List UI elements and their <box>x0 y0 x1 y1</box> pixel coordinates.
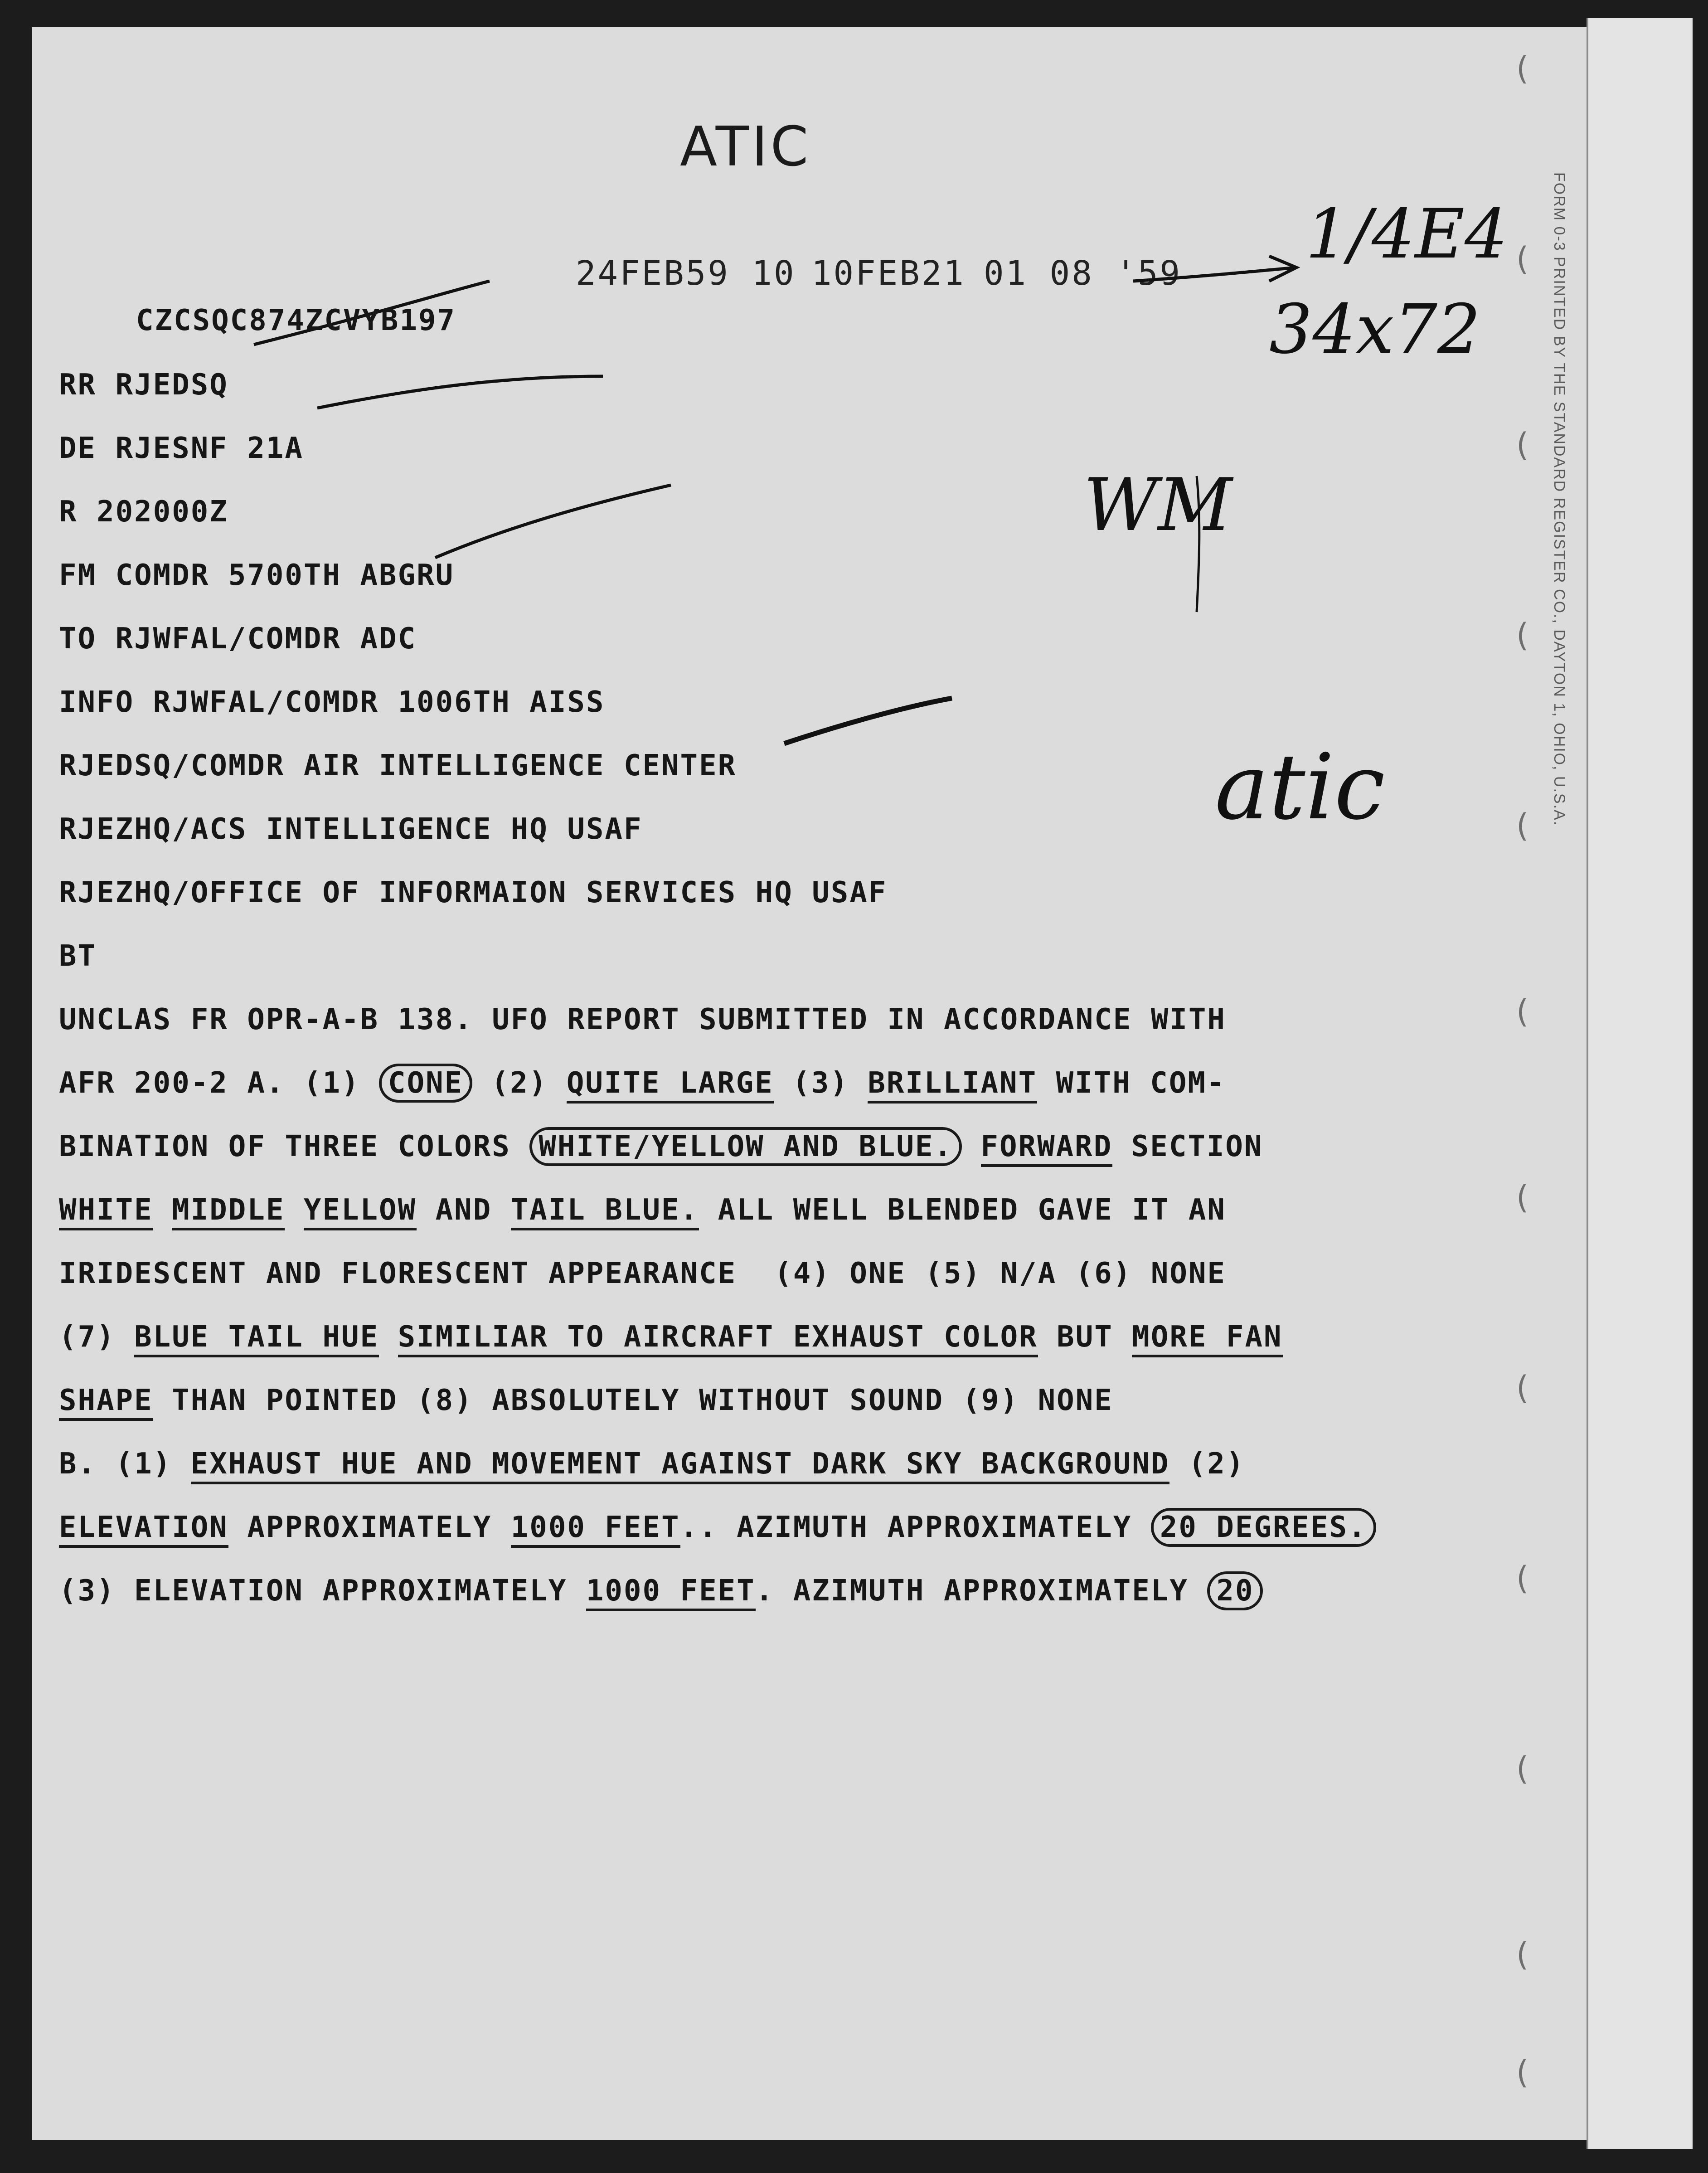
routing-line: R 202000Z <box>59 495 228 529</box>
to-line: TO RJWFAL/COMDR ADC <box>59 622 417 656</box>
routing-line: RR RJEDSQ <box>59 368 228 402</box>
feed-hole-icon: ( <box>1516 50 1529 87</box>
info-line: INFO RJWFAL/COMDR 1006TH AISS <box>59 685 605 719</box>
body-line: AFR 200-2 A. (1) CONE (2) QUITE LARGE (3) BRILLIANT WITH COM- <box>59 1066 1225 1100</box>
from-line: FM COMDR 5700TH ABGRU <box>59 559 455 592</box>
feed-hole-icon: ( <box>1516 1369 1529 1406</box>
feed-hole-icon: ( <box>1516 1750 1529 1787</box>
body-line: IRIDESCENT AND FLORESCENT APPEARANCE (4) ONE (5) N/A (6) NONE <box>59 1257 1226 1290</box>
time-stamp: 01 08 '59 <box>984 254 1182 293</box>
routing-line: CZCSQC874ZCVYB197 <box>136 304 456 337</box>
date-stamp: 10FEB21 <box>811 254 966 293</box>
feed-hole-icon: ( <box>1516 617 1529 654</box>
info-line: RJEZHQ/OFFICE OF INFORMAION SERVICES HQ USAF <box>59 876 888 909</box>
body-line: BINATION OF THREE COLORS WHITE/YELLOW AND BLUE. FORWARD SECTION <box>59 1130 1263 1163</box>
feed-hole-icon: ( <box>1516 240 1529 277</box>
break-line: BT <box>59 939 97 973</box>
feed-hole-icon: ( <box>1516 2054 1529 2091</box>
routing-line: DE RJESNF 21A <box>59 432 304 465</box>
feed-hole-icon: ( <box>1516 993 1529 1030</box>
body-line: ELEVATION APPROXIMATELY 1000 FEET.. AZIMUTH APPROXIMATELY 20 DEGREES. <box>59 1511 1376 1544</box>
body-line: UNCLAS FR OPR-A-B 138. UFO REPORT SUBMITTED IN ACCORDANCE WITH <box>59 1003 1226 1036</box>
body-line: (7) BLUE TAIL HUE SIMILIAR TO AIRCRAFT EXHAUST COLOR BUT MORE FAN <box>59 1320 1283 1354</box>
handwritten-note: atic <box>1215 734 1385 840</box>
body-line: (3) ELEVATION APPROXIMATELY 1000 FEET. AZIMUTH APPROXIMATELY 20 <box>59 1574 1263 1608</box>
feed-hole-icon: ( <box>1516 426 1529 463</box>
body-line: B. (1) EXHAUST HUE AND MOVEMENT AGAINST DARK SKY BACKGROUND (2) <box>59 1447 1245 1481</box>
date-stamp: 24FEB59 10 <box>576 254 796 293</box>
page-title: ATIC <box>680 116 811 179</box>
feed-hole-icon: ( <box>1516 1179 1529 1216</box>
handwritten-reference: 1/4E4 <box>1305 195 1508 274</box>
feed-hole-icon: ( <box>1516 807 1529 844</box>
feed-hole-icon: ( <box>1516 1560 1529 1597</box>
info-line: RJEZHQ/ACS INTELLIGENCE HQ USAF <box>59 812 643 846</box>
handwritten-reference: 34x72 <box>1269 290 1481 369</box>
form-side-print: FORM 0-3 PRINTED BY THE STANDARD REGISTER CO., DAYTON 1, OHIO, U.S.A. <box>1551 172 1568 826</box>
feed-hole-icon: ( <box>1516 1936 1529 1973</box>
info-line: RJEDSQ/COMDR AIR INTELLIGENCE CENTER <box>59 749 737 783</box>
body-line: WHITE MIDDLE YELLOW AND TAIL BLUE. ALL WELL BLENDED GAVE IT AN <box>59 1193 1226 1227</box>
handwritten-initials: WM <box>1083 462 1232 547</box>
body-line: SHAPE THAN POINTED (8) ABSOLUTELY WITHOUT SOUND (9) NONE <box>59 1384 1113 1417</box>
